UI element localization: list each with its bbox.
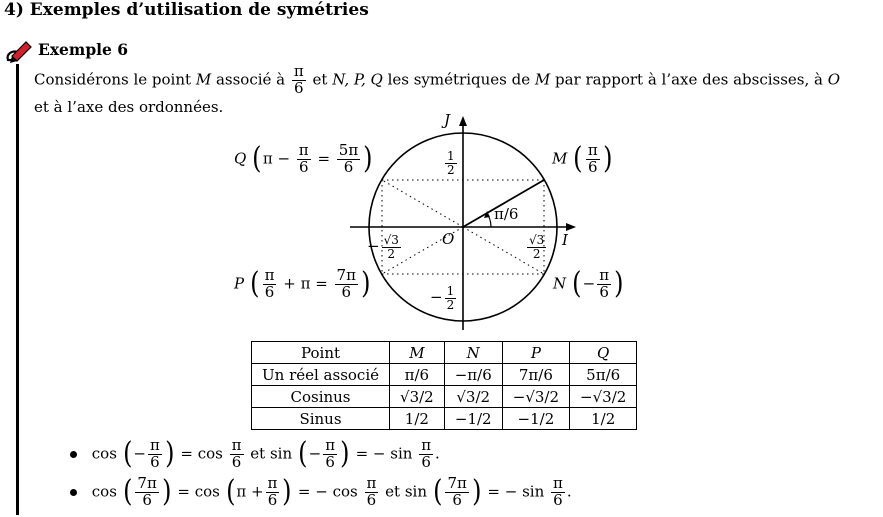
- table-row: Sinus 1/2 −1/2 −1/2 1/2: [252, 408, 637, 430]
- tick-neg-sqrt3-half: − $\frac{√3}{2}$: [367, 233, 399, 261]
- table-header-row: Point M N P Q: [252, 342, 637, 364]
- abscissa-arrow: [566, 223, 576, 231]
- table-row: Cosinus √3/2 √3/2 −√3/2 −√3/2: [252, 386, 637, 408]
- label-O: O: [442, 230, 455, 248]
- point-Q-label: Q (π − $\frac{\pi}{6}$ = $\frac{5\pi}{6}$ ): [234, 141, 373, 177]
- point-M-label: M ( $\frac{\pi}{6}$ ): [552, 141, 613, 177]
- example-intro: Considérons le point M associé à $\frac{\pi}{6}$ et N, P, Q les symétriques de M par rapport à l’axe des abscisses, à O et à l’axe des ordonnées.: [34, 62, 841, 116]
- tick-neg-half: − $\frac{1}{2}$: [430, 284, 455, 312]
- bullet-dot: [70, 451, 77, 458]
- point-N-label: N (− $\frac{\pi}{6}$ ): [553, 266, 624, 302]
- section-title: 4) Exemples d’utilisation de symétries: [4, 0, 369, 20]
- bullet-formula-2: cos ( $\frac{7\pi}{6}$ ) = cos (π + $\frac{\pi}{6}$ ) = − cos $\frac{\pi}{6}$ et sin ( $\frac{7\pi}{6}$ ) = − sin $\frac{\pi}{6}$ .: [70, 476, 572, 509]
- example-title: Exemple 6: [38, 40, 129, 59]
- tick-half: $\frac{1}{2}$: [447, 149, 455, 177]
- bullet-dot: [70, 489, 77, 496]
- point-P-label: P ( $\frac{\pi}{6}$ + π = $\frac{7\pi}{6}$ ): [234, 266, 371, 302]
- label-I: I: [562, 231, 568, 249]
- label-J: J: [444, 111, 451, 129]
- bullet-formula-1: cos (− $\frac{\pi}{6}$ ) = cos $\frac{\pi}{6}$ et sin (− $\frac{\pi}{6}$ ) = − sin $\frac{\pi}{6}$ .: [70, 438, 440, 471]
- symmetry-table: [251, 341, 637, 430]
- table-row: Un réel associé π/6 −π/6 7π/6 5π/6: [252, 364, 637, 386]
- ordinate-arrow: [459, 116, 467, 126]
- tick-sqrt3-half: $\frac{√3}{2}$: [529, 233, 545, 261]
- angle-label: π/6: [494, 205, 519, 223]
